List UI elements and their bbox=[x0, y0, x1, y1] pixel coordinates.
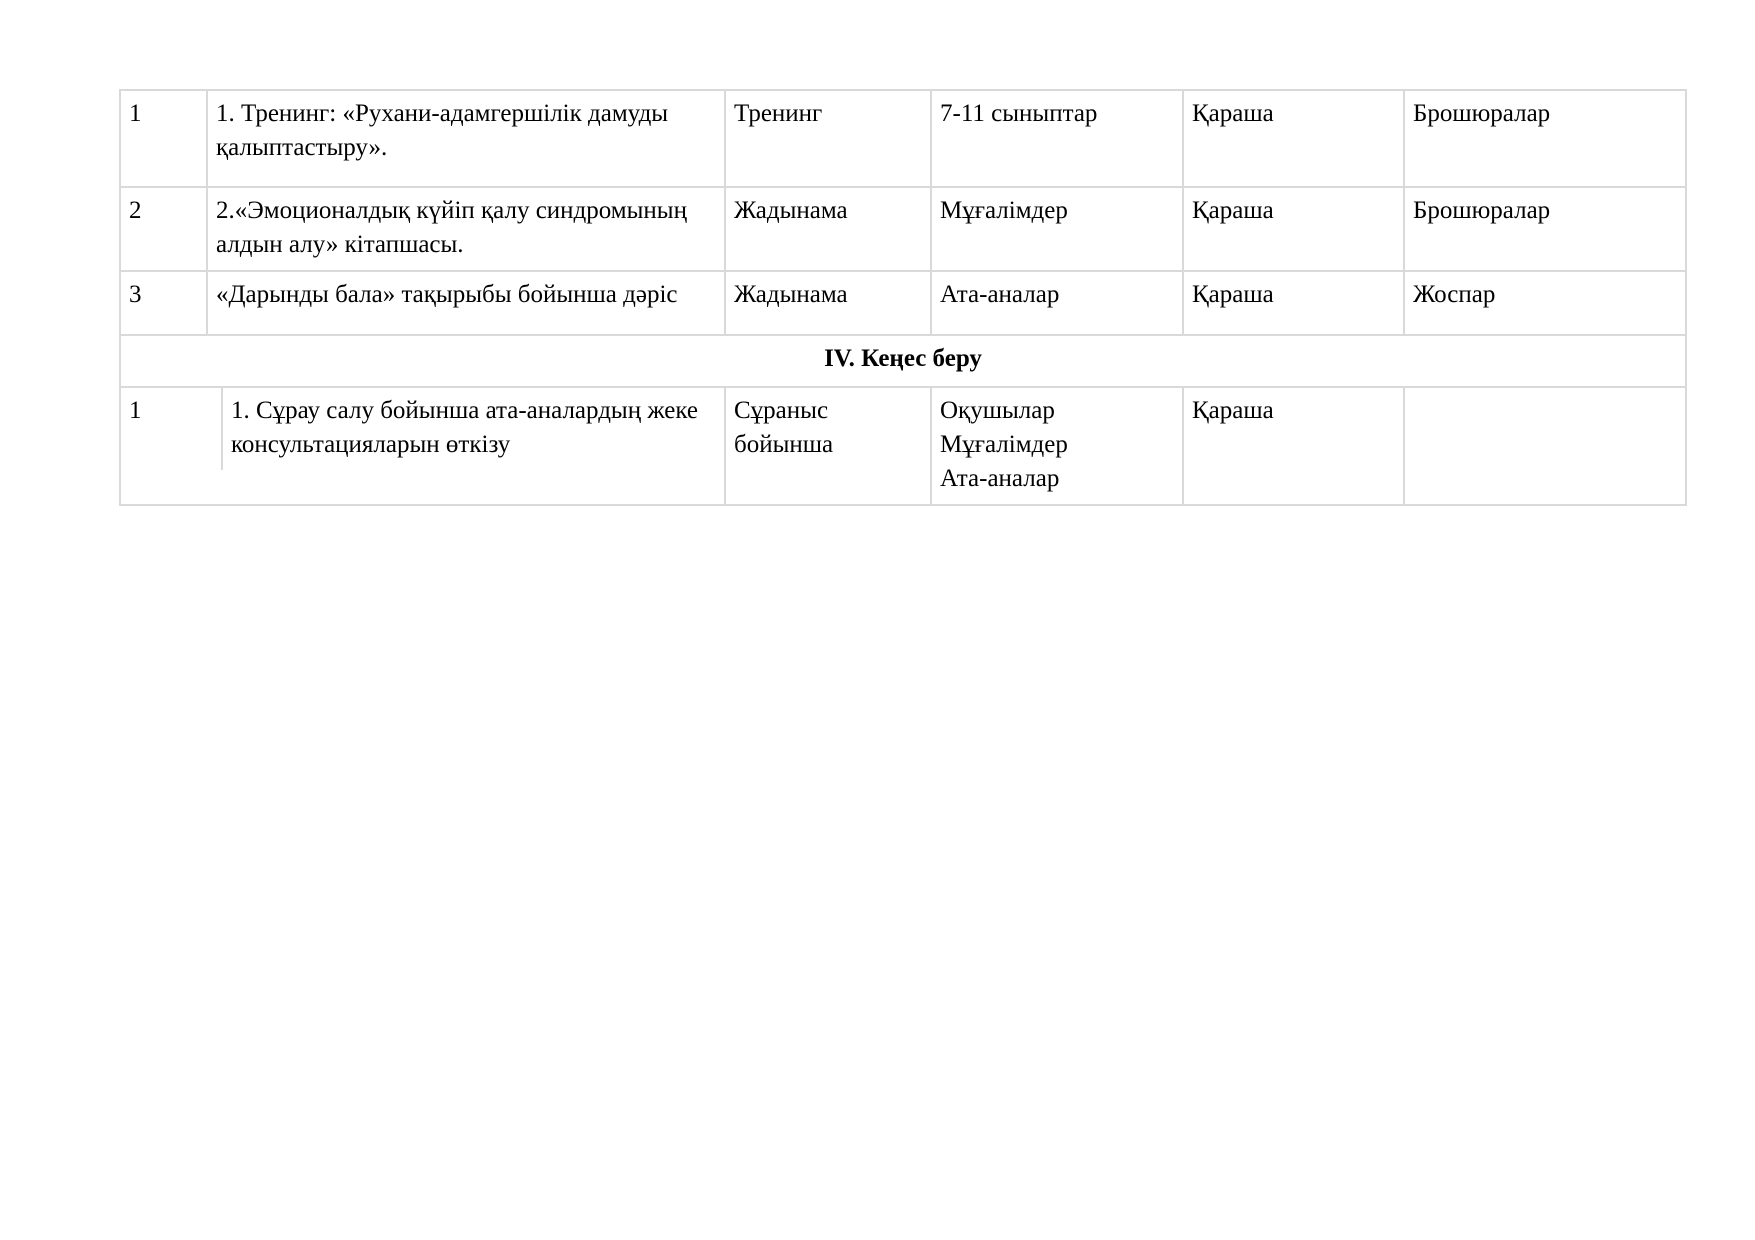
date-cell: Қараша bbox=[1183, 271, 1404, 335]
form-cell: Сұраныс бойынша bbox=[725, 387, 931, 505]
date-cell: Қараша bbox=[1183, 90, 1404, 187]
output-cell bbox=[1404, 387, 1686, 505]
event-cell: 2.«Эмоционалдық күйіп қалу синдромының алдын алу» кітапшасы. bbox=[207, 187, 725, 271]
audience-item: Мұғалімдер bbox=[940, 431, 1068, 458]
audience-item: Оқушылар bbox=[940, 397, 1055, 424]
form-cell: Жадынама bbox=[725, 187, 931, 271]
output-cell: Брошюралар bbox=[1404, 90, 1686, 187]
audience-cell bbox=[931, 387, 1183, 505]
row-number: 2 bbox=[120, 187, 207, 271]
table-row bbox=[120, 187, 1686, 271]
table-row bbox=[120, 387, 1686, 505]
row-number: 1 bbox=[120, 90, 207, 187]
section-title: IV. Кеңес беру bbox=[120, 335, 1686, 387]
section-header-row bbox=[120, 335, 1686, 387]
event-cell: «Дарынды бала» тақырыбы бойынша дәріс bbox=[207, 271, 725, 335]
audience-cell: 7-11 сыныптар bbox=[931, 90, 1183, 187]
form-cell: Жадынама bbox=[725, 271, 931, 335]
audience-item: Ата-аналар bbox=[940, 465, 1060, 492]
audience-cell: Ата-аналар bbox=[931, 271, 1183, 335]
output-cell: Жоспар bbox=[1404, 271, 1686, 335]
number-event-cell bbox=[120, 387, 725, 505]
form-cell: Тренинг bbox=[725, 90, 931, 187]
output-cell: Брошюралар bbox=[1404, 187, 1686, 271]
table-row bbox=[120, 271, 1686, 335]
date-cell: Қараша bbox=[1183, 187, 1404, 271]
plan-table bbox=[119, 89, 1687, 506]
event-cell: 1. Тренинг: «Рухани-адамгершілік дамуды қалыптастыру». bbox=[207, 90, 725, 187]
audience-cell: Мұғалімдер bbox=[931, 187, 1183, 271]
row-number: 3 bbox=[120, 271, 207, 335]
event-cell: 1. Сұрау салу бойынша ата-аналардың жеке консультацияларын өткізу bbox=[231, 397, 699, 458]
table-row bbox=[120, 90, 1686, 187]
date-cell: Қараша bbox=[1183, 387, 1404, 505]
row-number: 1 bbox=[121, 388, 223, 470]
